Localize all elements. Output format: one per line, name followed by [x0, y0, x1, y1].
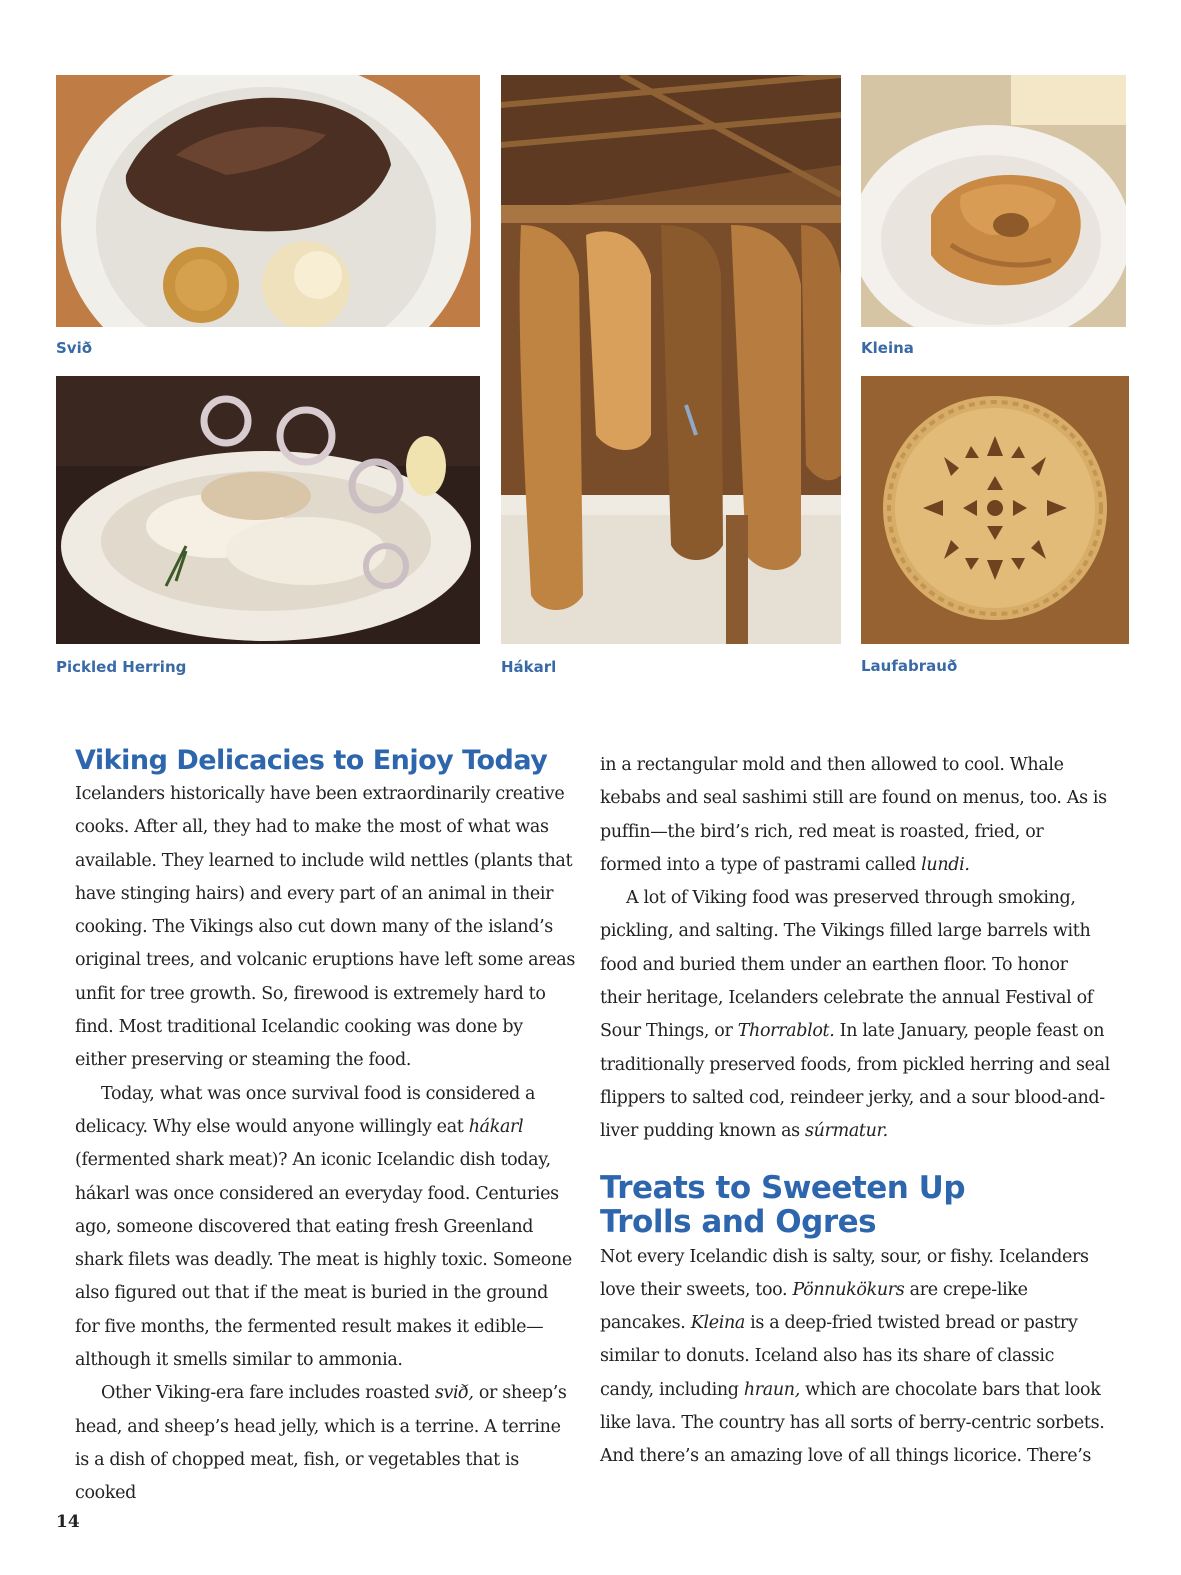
- herring-plate-photo-icon: [56, 376, 480, 644]
- viking-delicacies-heading: Viking Delicacies to Enjoy Today: [75, 745, 548, 776]
- right-column: [600, 749, 1110, 1474]
- leaf-bread-photo-icon: [861, 376, 1129, 644]
- svid-caption: Svið: [56, 339, 93, 357]
- left-paragraph-2: Today, what was once survival food is considered a delicacy. Why else would anyone willingly eat hákarl (fermented shark meat)? An iconic Icelandic dish today, hákarl was once considered an everyday food. Centuries ago, someone discovered that eating fresh Greenland shark filets was deadly. The meat is highly toxic. Someone also figured out that if the meat is buried in the ground for five months, the fermented result makes it edible—although it smells similar to ammonia.: [75, 1083, 572, 1371]
- treats-heading-line-1: Treats to Sweeten Up: [600, 1169, 966, 1206]
- left-column: [75, 744, 577, 1511]
- right-paragraph-3: Not every Icelandic dish is salty, sour, or fishy. Icelanders love their sweets, too. Pönnukökurs are crepe-like pancakes. Kleina is a deep-fried twisted bread or pastry similar to donuts. Iceland also has its share of classic candy, including hraun, which are chocolate bars that look like lava. The country has all sorts of berry-centric sorbets. And there’s an amazing love of all things licorice. There’s: [600, 1246, 1105, 1467]
- pickled-herring-caption: Pickled Herring: [56, 658, 187, 676]
- pastry-plate-photo-icon: [861, 75, 1126, 327]
- pickled-herring-photo: [56, 376, 480, 644]
- kleina-caption: Kleina: [861, 339, 914, 357]
- hanging-shark-meat-photo-icon: [501, 75, 841, 644]
- treats-heading-line-2: Trolls and Ogres: [600, 1203, 877, 1240]
- hakarl-caption: Hákarl: [501, 658, 557, 676]
- laufabraud-caption: Laufabrauð: [861, 657, 958, 675]
- page-number: 14: [56, 1512, 80, 1532]
- treats-heading: [600, 1171, 1110, 1239]
- right-paragraph-1: in a rectangular mold and then allowed to cool. Whale kebabs and seal sashimi still are found on menus, too. As is puffin—the bird’s rich, red meat is roasted, fried, or formed into a type of pastrami called lundi.: [600, 755, 1107, 875]
- left-paragraph-1: Icelanders historically have been extraordinarily creative cooks. After all, they had to make the most of what was available. They learned to include wild nettles (plants that have stinging hairs) and every part of an animal in their cooking. The Vikings also cut down many of the island’s original trees, and volcanic eruptions have left some areas unfit for tree growth. So, firewood is extremely hard to find. Most traditional Icelandic cooking was done by either preserving or steaming the food.: [75, 784, 575, 1071]
- sheep-head-plate-photo-icon: [56, 75, 480, 327]
- svid-photo: [56, 75, 480, 327]
- laufabraud-photo: [861, 376, 1129, 644]
- hakarl-photo: [501, 75, 841, 644]
- kleina-photo: [861, 75, 1126, 327]
- left-paragraph-3: Other Viking-era fare includes roasted svið, or sheep’s head, and sheep’s head jelly, which is a terrine. A terrine is a dish of chopped meat, fish, or vegetables that is cooked: [75, 1383, 567, 1504]
- right-paragraph-2: A lot of Viking food was preserved through smoking, pickling, and salting. The Vikings filled large barrels with food and buried them under an earthen floor. To honor their heritage, Icelanders celebrate the annual Festival of Sour Things, or Thorrablot. In late January, people feast on traditionally preserved foods, from pickled herring and seal flippers to salted cod, reindeer jerky, and a sour blood-and-liver pudding known as súrmatur.: [600, 888, 1110, 1142]
